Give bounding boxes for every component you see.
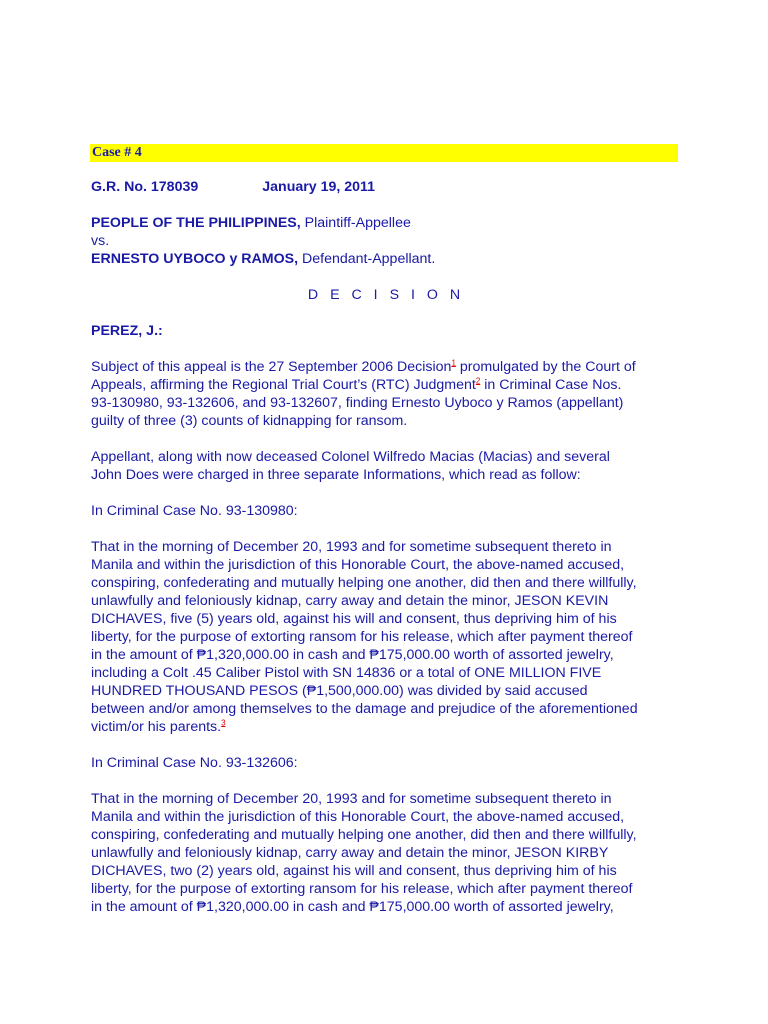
text-line: That in the morning of December 20, 1993 and for sometime subsequent thereto in (91, 791, 612, 807)
case-highlight-bar (90, 144, 678, 162)
text-line: 93-130980, 93-132606, and 93-132607, finding Ernesto Uyboco y Ramos (appellant) (91, 395, 624, 411)
plaintiff-role: Plaintiff-Appellee (300, 215, 411, 231)
text-line (91, 376, 681, 394)
text-line: Appellant, along with now deceased Colonel Wilfredo Macias (Macias) and several (91, 449, 610, 465)
plaintiff-line (91, 214, 681, 232)
paragraph-information-2 (91, 790, 681, 916)
gr-number: G.R. No. 178039 (91, 179, 199, 195)
defendant-line (91, 250, 681, 268)
case-label: Case # 4 (92, 145, 142, 160)
text-span: promulgated by the Court of (455, 359, 636, 375)
text-line: including a Colt .45 Caliber Pistol with SN 14836 or a total of ONE MILLION FIVE (91, 665, 602, 681)
case2-heading: In Criminal Case No. 93-132606: (91, 755, 298, 771)
paragraph-intro (91, 358, 681, 430)
text-line: DICHAVES, five (5) years old, against his will and consent, thus depriving him of his (91, 611, 617, 627)
footnote-link-2[interactable]: 2 (475, 376, 481, 386)
text-line: That in the morning of December 20, 1993 and for sometime subsequent thereto in (91, 539, 612, 555)
case1-heading: In Criminal Case No. 93-130980: (91, 503, 298, 519)
text-line: DICHAVES, two (2) years old, against his will and consent, thus depriving him of his (91, 863, 617, 879)
text-span: victim/or his parents. (91, 719, 222, 735)
decision-date: January 19, 2011 (262, 179, 376, 195)
text-line: John Does were charged in three separate Informations, which read as follow: (91, 467, 581, 483)
text-span: Appeals, affirming the Regional Trial Court’s (RTC) Judgment (91, 377, 476, 393)
gr-header (91, 178, 681, 196)
text-line (91, 718, 681, 736)
text-span: Subject of this appeal is the 27 September 2006 Decision (91, 359, 452, 375)
text-line: unlawfully and feloniously kidnap, carry away and detain the minor, JESON KIRBY (91, 845, 609, 861)
plaintiff-name: PEOPLE OF THE PHILIPPINES, (91, 215, 301, 231)
text-line: Manila and within the jurisdiction of this Honorable Court, the above-named accused, (91, 557, 625, 573)
text-line: in the amount of ₱1,320,000.00 in cash and ₱175,000.00 worth of assorted jewelry, (91, 647, 614, 663)
text-line: unlawfully and feloniously kidnap, carry away and detain the minor, JESON KEVIN (91, 593, 609, 609)
text-line: between and/or among themselves to the damage and prejudice of the aforementioned (91, 701, 638, 717)
text-line: in the amount of ₱1,320,000.00 in cash and ₱175,000.00 worth of assorted jewelry, (91, 899, 614, 915)
versus: vs. (91, 233, 110, 249)
document-body (91, 178, 681, 934)
text-line: guilty of three (3) counts of kidnapping for ransom. (91, 413, 408, 429)
text-line: Manila and within the jurisdiction of this Honorable Court, the above-named accused, (91, 809, 625, 825)
text-line: conspiring, confederating and mutually helping one another, did then and there willfully, (91, 827, 637, 843)
defendant-name: ERNESTO UYBOCO y RAMOS, (91, 251, 299, 267)
parties-block (91, 214, 681, 268)
paragraph-accused (91, 448, 681, 484)
text-line: liberty, for the purpose of extorting ransom for his release, which after payment thereof (91, 629, 633, 645)
text-line: HUNDRED THOUSAND PESOS (₱1,500,000.00) was divided by said accused (91, 683, 588, 699)
text-line: conspiring, confederating and mutually helping one another, did then and there willfully, (91, 575, 637, 591)
decision-title: D E C I S I O N (307, 287, 465, 303)
paragraph-information-1 (91, 538, 681, 736)
ponente: PEREZ, J.: (91, 323, 163, 339)
footnote-link-1[interactable]: 1 (451, 358, 456, 368)
text-line: liberty, for the purpose of extorting ransom for his release, which after payment thereof (91, 881, 633, 897)
footnote-link-3[interactable]: 3 (221, 718, 226, 728)
defendant-role: Defendant-Appellant. (298, 251, 436, 267)
text-line (91, 358, 681, 376)
text-span: in Criminal Case Nos. (480, 377, 622, 393)
